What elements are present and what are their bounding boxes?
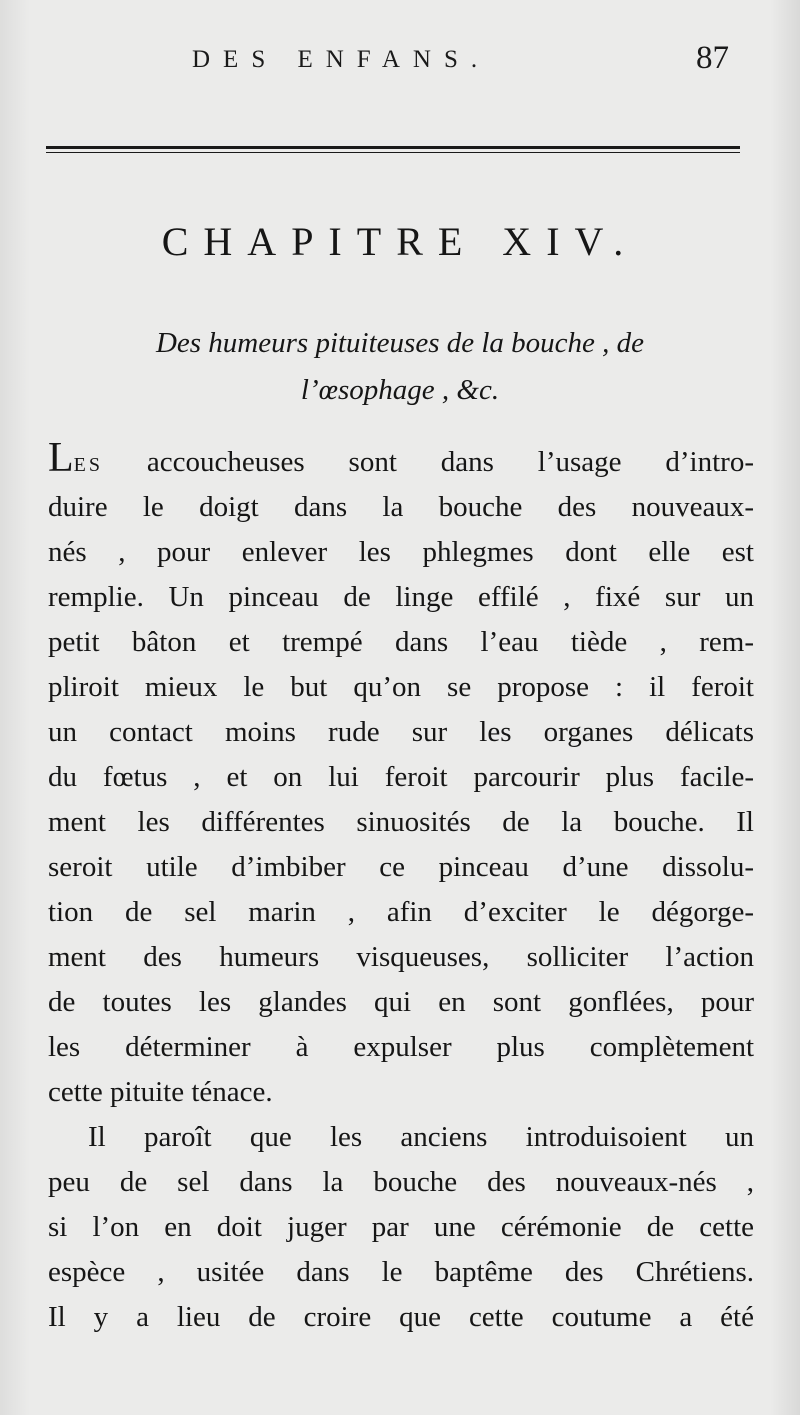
chapter-subtitle-line: Des humeurs pituiteuses de la bouche , de [155, 327, 645, 359]
text-line: un contact moins rude sur les organes délicats [48, 716, 754, 748]
text-line: de toutes les glandes qui en sont gonflées, pour [48, 986, 754, 1018]
page-number: 87 [696, 40, 729, 76]
drop-cap: L [48, 435, 74, 481]
page-edge-shadow-right [770, 0, 800, 1415]
text-line: nés , pour enlever les phlegmes dont elle est [48, 536, 754, 568]
chapter-subtitle-line: l’œsophage , &c. [300, 374, 500, 406]
text-line [48, 435, 754, 485]
text-line-content: accoucheuses sont dans l’usage d’intro- [103, 446, 754, 478]
text-line: du fœtus , et on lui feroit parcourir plus facile- [48, 761, 754, 793]
text-line: ment des humeurs visqueuses, solliciter l’action [48, 941, 754, 973]
text-line: seroit utile d’imbiber ce pinceau d’une dissolu- [48, 851, 754, 883]
header-rule-thin [46, 152, 740, 153]
chapter-subtitle [40, 320, 760, 414]
text-line: remplie. Un pinceau de linge effilé , fixé sur un [48, 581, 754, 613]
text-line: duire le doigt dans la bouche des nouveaux- [48, 491, 754, 523]
text-line: espèce , usitée dans le baptême des Chrétiens. [48, 1256, 754, 1288]
text-line: petit bâton et trempé dans l’eau tiède , rem- [48, 626, 754, 658]
text-line: tion de sel marin , afin d’exciter le dégorge- [48, 896, 754, 928]
text-line: Il y a lieu de croire que cette coutume a été [48, 1301, 754, 1333]
text-line: Il paroît que les anciens introduisoient un [88, 1121, 754, 1153]
chapter-title: CHAPITRE XIV. [161, 219, 639, 264]
text-line: cette pituite ténace. [48, 1076, 273, 1108]
header-rule-thick [46, 146, 740, 149]
text-line: ment les différentes sinuosités de la bouche. Il [48, 806, 754, 838]
text-line: peu de sel dans la bouche des nouveaux-nés , [48, 1166, 754, 1198]
body-text [48, 435, 754, 1340]
page-edge-shadow-left [0, 0, 30, 1415]
small-caps: ES [73, 454, 103, 476]
text-line: pliroit mieux le but qu’on se propose : il feroit [48, 671, 754, 703]
text-line: si l’on en doit juger par une cérémonie de cette [48, 1211, 754, 1243]
text-line: les déterminer à expulser plus complètement [48, 1031, 754, 1063]
running-header [0, 38, 800, 88]
running-title: DES ENFANS. [192, 46, 491, 73]
